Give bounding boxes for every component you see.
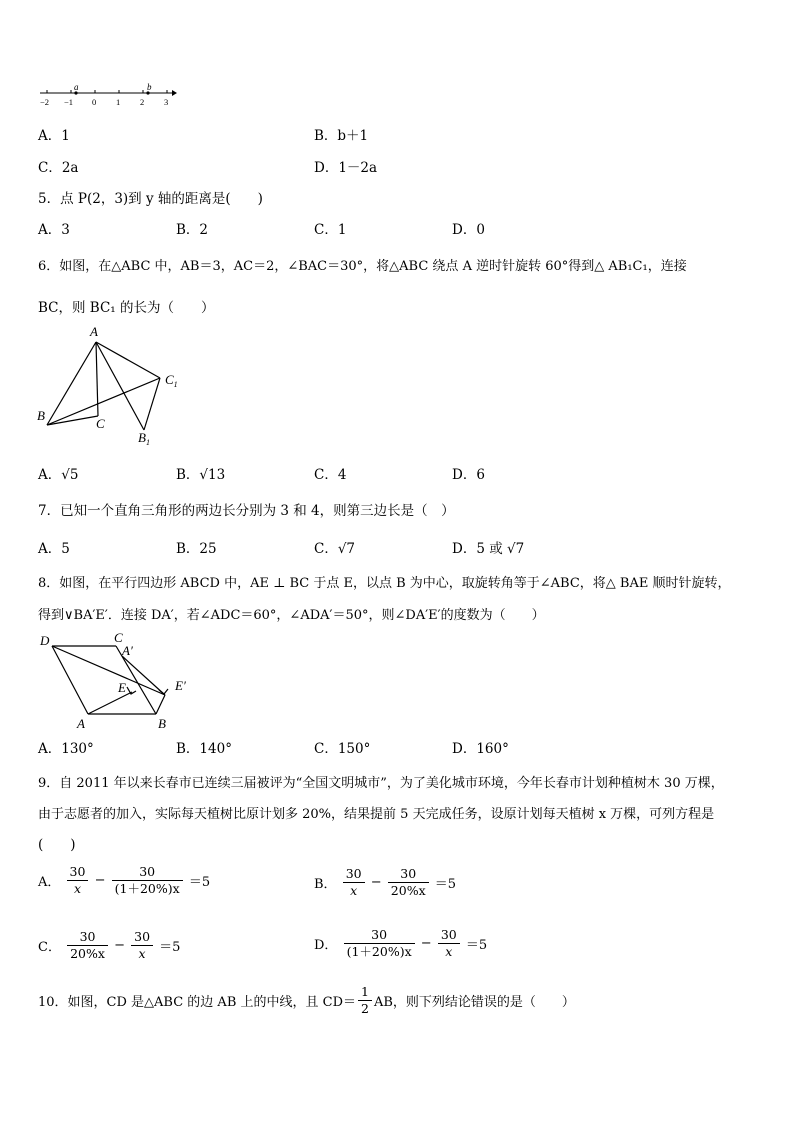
q4-option-b: B．b＋1 bbox=[314, 128, 369, 144]
q8-stem-line1: 8．如图，在平行四边形 ABCD 中，AE ⊥ BC 于点 E，以点 B 为中心，取旋转角等于∠ABC，将△ BAE 顺时针旋转， bbox=[38, 576, 731, 591]
label-b1: $B_1$ bbox=[138, 430, 150, 446]
q5-option-c: C．1 bbox=[314, 222, 347, 238]
q9-stem-line1: 9．自 2011 年以来长春市已连续三届被评为“全国文明城市”，为了美化城市环境，今年长春市计划种植树木 30 万棵， bbox=[38, 776, 724, 791]
tick-label: −2 bbox=[40, 97, 50, 107]
label-c: C bbox=[96, 416, 105, 431]
q5-option-a: A．3 bbox=[38, 222, 70, 238]
number-line bbox=[38, 82, 178, 108]
label-c1: $C_1$ bbox=[165, 372, 178, 389]
label-a: A bbox=[90, 324, 98, 339]
label-e: E bbox=[118, 680, 126, 695]
q8-option-d: D．160° bbox=[452, 741, 509, 757]
q7-option-c: C．√7 bbox=[314, 541, 356, 557]
q6-stem-line1: 6．如图，在△ABC 中，AB＝3，AC＝2，∠BAC＝30°，将△ABC 绕点 A 逆时针旋转 60°得到△ AB₁C₁，连接 bbox=[38, 259, 687, 274]
q9-option-a: A． $\frac{30}{x}$ − $\frac{30}{(1+20\%)x}$ ＝5 bbox=[38, 864, 211, 896]
label-b: B bbox=[37, 408, 45, 423]
q6-option-d: D．6 bbox=[452, 467, 485, 483]
tick-label: 0 bbox=[92, 97, 97, 107]
q8-option-a: A．130° bbox=[38, 741, 94, 757]
label-a: A bbox=[77, 716, 85, 731]
point-a-label: a bbox=[74, 82, 79, 92]
tick-label: 3 bbox=[164, 97, 169, 107]
q7-option-a: A．5 bbox=[38, 541, 70, 557]
q10-stem: 10．如图，CD 是△ABC 的边 AB 上的中线，且 CD＝ $\frac{1}{2}$ AB，则下列结论错误的是（ ） bbox=[38, 984, 575, 1016]
label-d: D bbox=[40, 633, 50, 648]
q9-stem-line2: 由于志愿者的加入，实际每天植树比原计划多 20%，结果提前 5 天完成任务，设原计划每天植树 x 万棵，可列方程是 bbox=[38, 807, 715, 822]
q4-option-c: C．2a bbox=[38, 160, 79, 176]
q6-figure bbox=[34, 322, 194, 446]
q6-option-c: C．4 bbox=[314, 467, 347, 483]
label-e-prime: E′ bbox=[175, 678, 186, 693]
q9-option-c: C． $\frac{30}{20\%x}$ − $\frac{30}{x}$ ＝5 bbox=[38, 929, 181, 961]
q7-stem: 7．已知一个直角三角形的两边长分别为 3 和 4，则第三边长是（ ） bbox=[38, 503, 455, 519]
label-a-prime: A′ bbox=[122, 643, 133, 658]
q4-option-d: D．1－2a bbox=[314, 160, 378, 176]
q5-stem: 5．点 P(2，3)到 y 轴的距离是( ) bbox=[38, 191, 263, 207]
q8-option-c: C．150° bbox=[314, 741, 371, 757]
q8-option-b: B．140° bbox=[176, 741, 232, 757]
tick-label: −1 bbox=[64, 97, 74, 107]
q8-stem-line2: 得到∨BA′E′．连接 DA′，若∠ADC＝60°，∠ADA′＝50°，则∠DA′E′的度数为（ ） bbox=[38, 608, 545, 623]
q9-stem-line3: ( ) bbox=[38, 837, 76, 853]
q6-stem-line2: BC，则 BC₁ 的长为（ ） bbox=[38, 300, 215, 316]
q9-option-d: D． $\frac{30}{(1+20\%)x}$ − $\frac{30}{x}$ ＝5 bbox=[314, 927, 488, 959]
q5-option-b: B．2 bbox=[176, 222, 209, 238]
point-b-label: b bbox=[147, 82, 152, 92]
q8-figure bbox=[34, 628, 204, 732]
q7-option-b: B．25 bbox=[176, 541, 217, 557]
q6-option-b: B．√13 bbox=[176, 467, 226, 483]
q7-option-d: D．5 或 √7 bbox=[452, 541, 525, 557]
tick-label: 2 bbox=[140, 97, 145, 107]
label-b: B bbox=[158, 716, 166, 731]
q6-option-a: A．√5 bbox=[38, 467, 79, 483]
q5-option-d: D．0 bbox=[452, 222, 485, 238]
q9-option-b: B． $\frac{30}{x}$ − $\frac{30}{20\%x}$ ＝5 bbox=[314, 866, 457, 898]
label-c: C bbox=[114, 630, 123, 645]
tick-label: 1 bbox=[116, 97, 121, 107]
q4-option-a: A．1 bbox=[38, 128, 70, 144]
